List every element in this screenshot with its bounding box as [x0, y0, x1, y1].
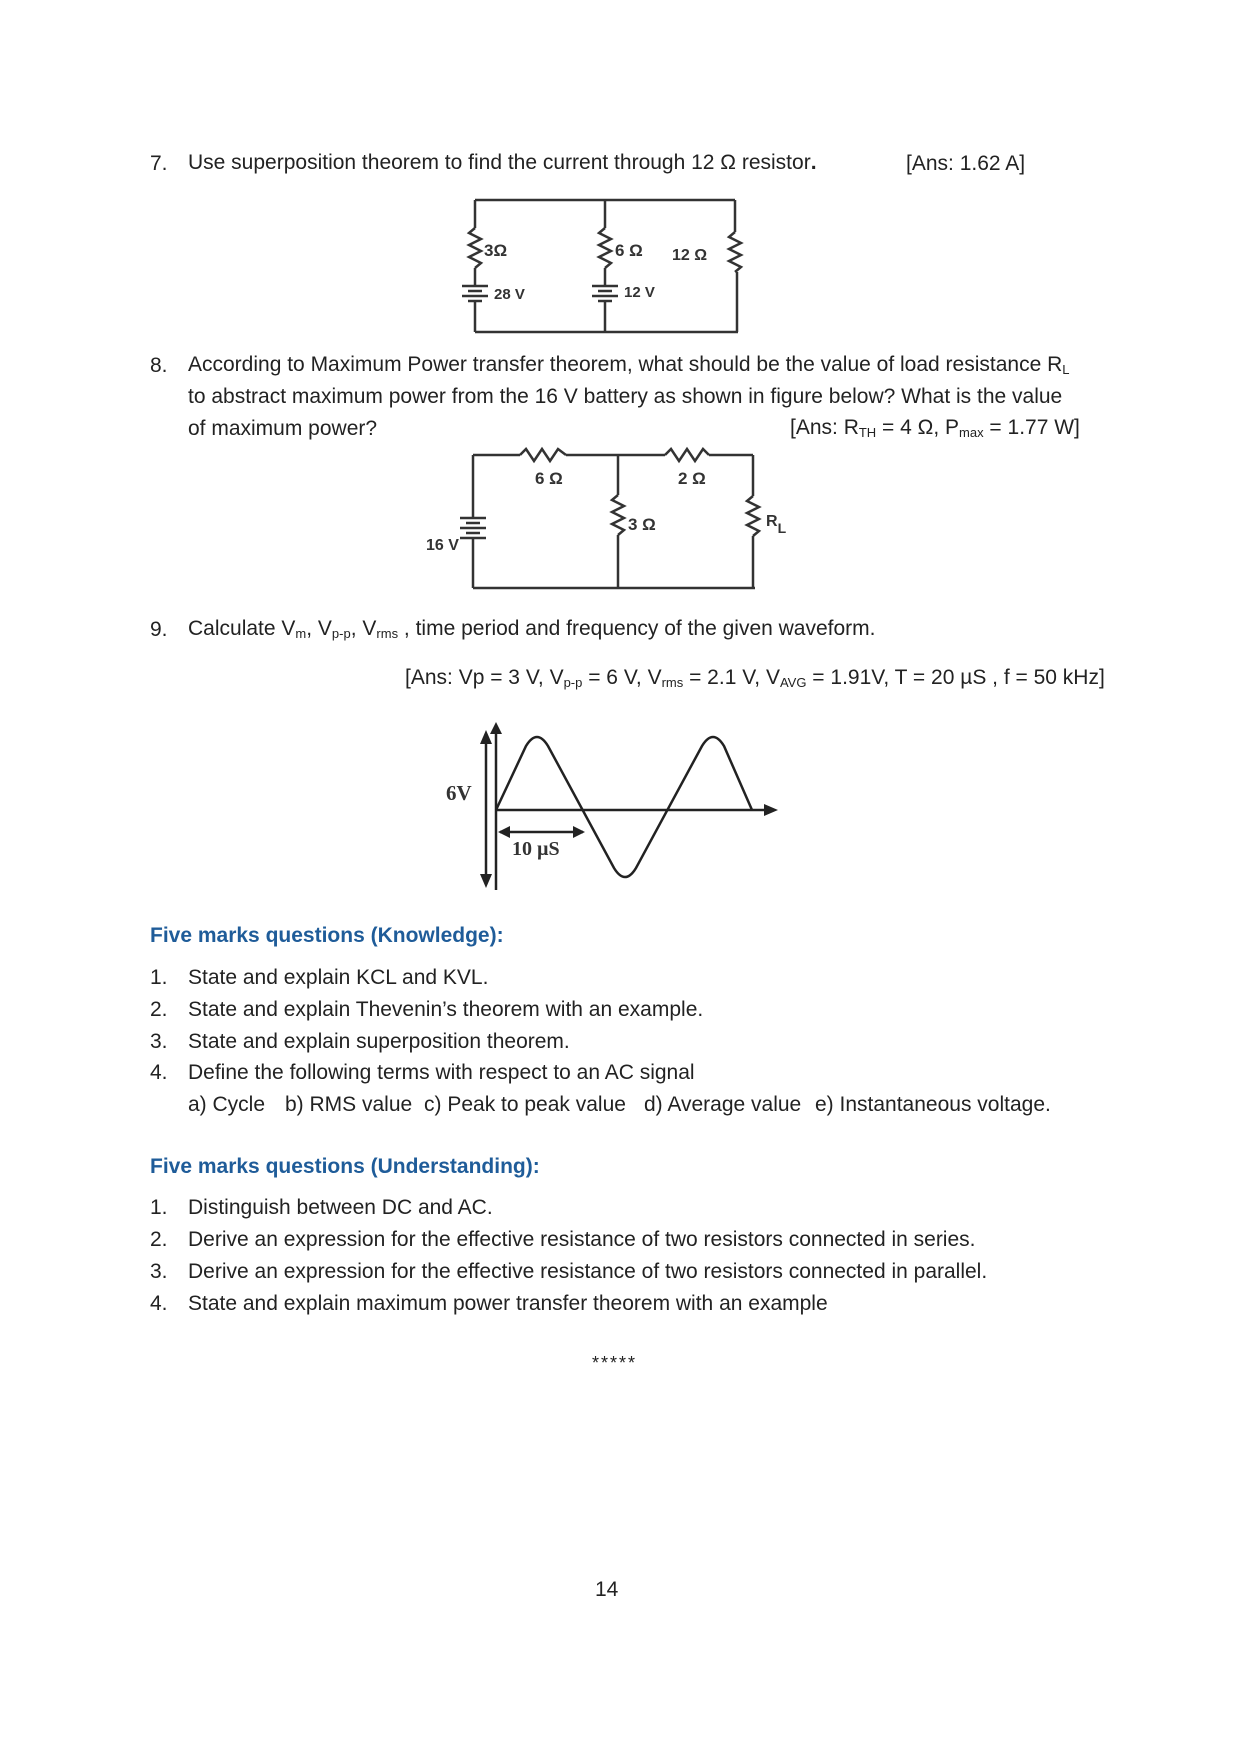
list-item: Distinguish between DC and AC. [188, 1196, 493, 1219]
q8-text: According to Maximum Power transfer theorem, what should be the value of load resistance $R_L$ to abstract maximum power from the 16 V battery as shown in figure below? What is the value of maximum power? [188, 353, 1070, 440]
list-item: Derive an expression for the effective resistance of two resistors connected in parallel. [188, 1260, 988, 1283]
list-item-number: 3. [150, 1030, 168, 1053]
q7-label-3ohm: 3Ω [484, 241, 508, 260]
list-item: State and explain KCL and KVL. [188, 966, 489, 989]
q7-circuit-diagram [440, 190, 760, 340]
q8-number: 8. [150, 354, 168, 377]
list-item: Derive an expression for the effective resistance of two resistors connected in series. [188, 1228, 976, 1251]
subitem-peak: c) Peak to peak value [424, 1093, 626, 1116]
list-item: State and explain maximum power transfer theorem with an example [188, 1292, 828, 1315]
subitem-average: d) Average value [644, 1093, 802, 1116]
list-item-number: 4. [150, 1061, 168, 1084]
list-item: Define the following terms with respect to an AC signal [188, 1061, 695, 1084]
list-item: State and explain superposition theorem. [188, 1030, 570, 1053]
q7-number: 7. [150, 152, 168, 175]
q7-label-12v: 12 V [624, 284, 655, 301]
list-item-number: 2. [150, 1228, 168, 1251]
page-number: 14 [595, 1578, 619, 1601]
q7-answer: [Ans: 1.62 A] [906, 152, 1026, 175]
q8-label-6ohm: 6 Ω [535, 469, 563, 488]
subitem-instantaneous: e) Instantaneous voltage. [815, 1093, 1051, 1116]
q8-label-16v: 16 V [426, 537, 459, 554]
list-item: State and explain Thevenin’s theorem with an example. [188, 998, 704, 1021]
understanding-heading: Five marks questions (Understanding): [150, 1155, 540, 1178]
list-item-number: 3. [150, 1260, 168, 1283]
q8-label-rl: RL [766, 513, 787, 536]
q9-label-6v: 6V [446, 781, 472, 805]
q8-answer: [Ans: $R_{TH} = 4$ Ω, $P_{max} = 1.77$ W] [790, 416, 1080, 440]
knowledge-heading: Five marks questions (Knowledge): [150, 924, 504, 947]
q7-label-6ohm: 6 Ω [615, 241, 643, 260]
q9-text: Calculate $V_m$, $V_{p-p}$, $V_{rms}$ , time period and frequency of the given waveform. [188, 617, 876, 641]
list-item-number: 1. [150, 966, 168, 989]
subitem-rms: b) RMS value [285, 1093, 413, 1116]
q7-label-12ohm: 12 Ω [672, 247, 708, 264]
q8-label-2ohm: 2 Ω [678, 469, 706, 488]
q9-label-10us: 10 µS [512, 838, 560, 860]
q9-number: 9. [150, 618, 168, 641]
list-item-number: 2. [150, 998, 168, 1021]
subitem-cycle: a) Cycle [188, 1093, 266, 1116]
list-item-number: 1. [150, 1196, 168, 1219]
q9-answer: [Ans: Vp = 3 V, $V_{p-p} = 6$ V, $V_{rms} = 2.1$ V, $V_{AVG} = 1.91V$, T = 20 µS , f = 50 kHz] [405, 666, 1105, 690]
list-item-number: 4. [150, 1292, 168, 1315]
q7-text: Use superposition theorem to find the current through 12 Ω resistor. [188, 151, 817, 174]
q7-label-28v: 28 V [494, 286, 525, 303]
end-mark: ***** [592, 1353, 638, 1373]
q8-label-3ohm: 3 Ω [628, 515, 656, 534]
q8-circuit-diagram [420, 440, 800, 600]
q9-waveform-diagram [430, 720, 790, 900]
